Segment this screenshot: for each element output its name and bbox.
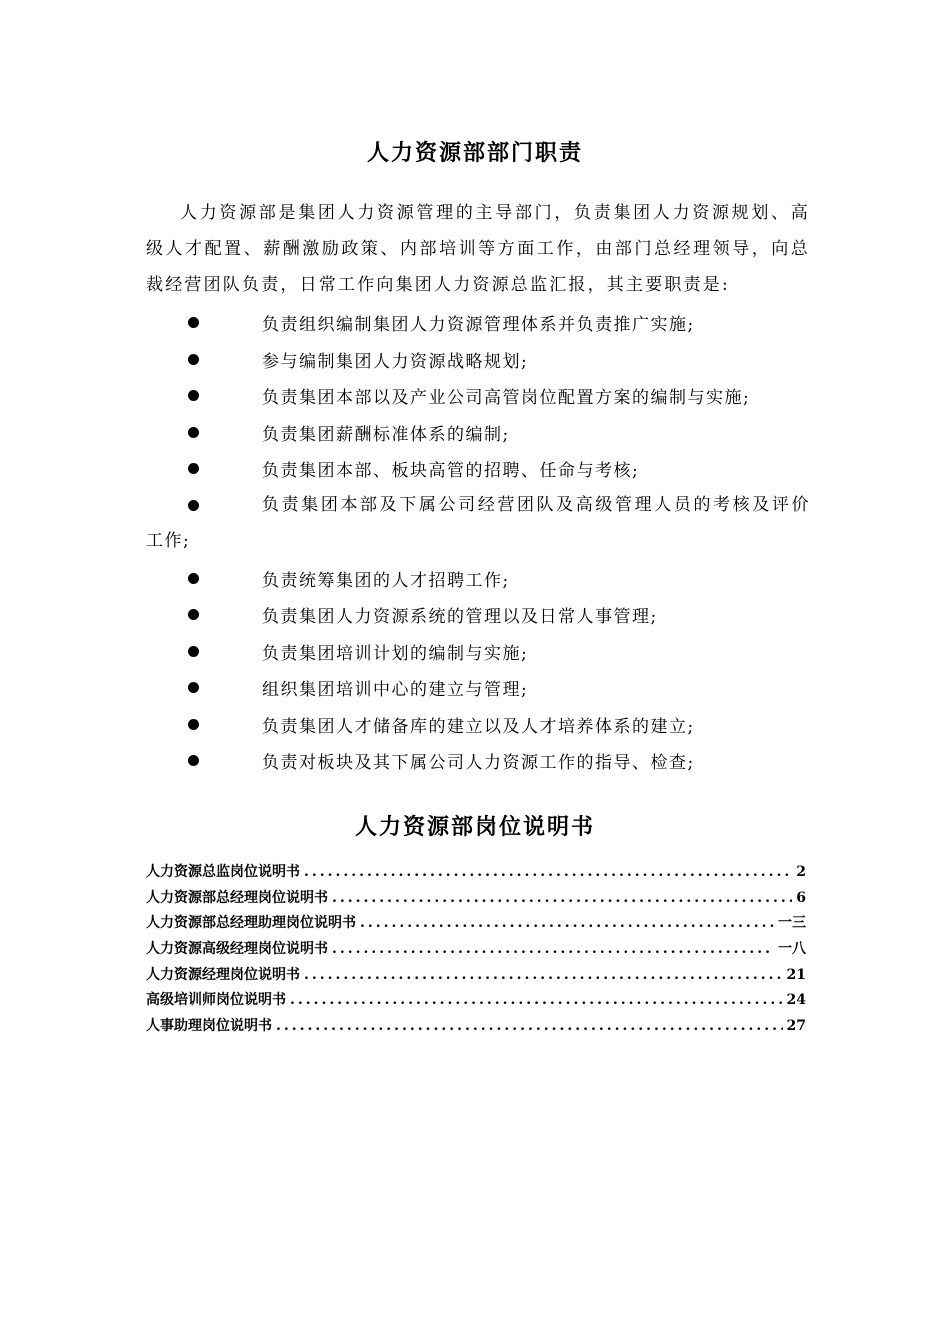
toc-page-number: 27: [786, 1018, 806, 1035]
duty-text: 负责集团人才储备库的建立以及人才培养体系的建立;: [262, 716, 695, 737]
toc-page-number: 2: [796, 864, 806, 880]
bullet-icon: [188, 646, 199, 657]
toc-entry-label: 人力资源经理岗位说明书: [146, 966, 300, 983]
toc-entry-senior-trainer[interactable]: [146, 989, 806, 1015]
toc-entry-gm-assistant[interactable]: [146, 912, 806, 938]
duty-text: 负责集团本部、板块高管的招聘、任命与考核;: [262, 461, 640, 481]
bullet-icon: [188, 390, 199, 401]
list-item: [0, 304, 950, 341]
toc-page-number: 6: [796, 889, 806, 906]
section-title: 人力资源部岗位说明书: [354, 814, 595, 840]
bullet-icon: [188, 609, 199, 620]
list-item: [0, 377, 950, 414]
duty-text: 负责集团本部以及产业公司高管岗位配置方案的编制与实施;: [262, 388, 751, 408]
duty-text: 负责集团本部及下属公司经营团队及高级管理人员的考核及评价: [262, 494, 810, 515]
duty-text: 负责集团薪酬标准体系的编制;: [262, 424, 510, 445]
table-of-contents: [146, 861, 806, 1041]
list-item: [0, 742, 950, 779]
toc-dot-leader: [304, 967, 783, 983]
duty-text: 参与编制集团人力资源战略规划;: [262, 351, 529, 372]
duty-text: 负责组织编制集团人力资源管理体系并负责推广实施;: [262, 315, 695, 335]
list-item: [0, 669, 950, 706]
bullet-icon: [188, 682, 199, 693]
toc-page-number: 一八: [778, 941, 806, 958]
duty-text: 负责集团人力资源系统的管理以及日常人事管理;: [262, 607, 658, 627]
toc-dot-leader: [276, 1018, 783, 1034]
toc-entry-label: 高级培训师岗位说明书: [146, 992, 286, 1009]
toc-entry-hr-assistant[interactable]: [146, 1015, 806, 1041]
toc-page-number: 一三: [778, 915, 806, 932]
list-item: [0, 414, 950, 451]
toc-dot-leader: [304, 864, 792, 880]
bullet-icon: [188, 719, 199, 730]
toc-entry-label: 人力资源部总经理岗位说明书: [146, 889, 328, 906]
duty-list: [0, 304, 950, 779]
bullet-icon: [188, 317, 199, 328]
bullet-icon: [188, 427, 199, 438]
list-item: [0, 633, 950, 670]
toc-page-number: 21: [786, 966, 806, 983]
list-item: [0, 560, 950, 597]
duty-text: 负责统筹集团的人才招聘工作;: [262, 570, 510, 591]
duty-text: 负责集团培训计划的编制与实施;: [262, 643, 529, 664]
list-item: [0, 450, 950, 487]
bullet-icon: [188, 573, 199, 584]
page-title: 人力资源部部门职责: [366, 140, 583, 166]
list-item: [0, 341, 950, 378]
bullet-icon: [188, 463, 199, 474]
duty-text-continued: 工作;: [146, 531, 191, 551]
bullet-icon: [188, 354, 199, 365]
toc-page-number: 24: [786, 992, 806, 1009]
list-item: [0, 487, 950, 560]
toc-entry-label: 人力资源高级经理岗位说明书: [146, 941, 328, 958]
toc-dot-leader: [332, 890, 792, 906]
duty-text: 负责对板块及其下属公司人力资源工作的指导、检查;: [262, 753, 695, 773]
intro-paragraph: 人力资源部是集团人力资源管理的主导部门，负责集团人力资源规划、高级人才配置、薪酬激励政策、内部培训等方面工作，由部门总经理领导，向总裁经营团队负责，日常工作向集团人力资源总监汇报，其主要职责是:: [146, 203, 810, 295]
toc-entry-manager[interactable]: [146, 964, 806, 990]
toc-entry-general-manager[interactable]: [146, 887, 806, 913]
toc-entry-label: 人力资源总监岗位说明书: [146, 864, 300, 880]
toc-entry-senior-manager[interactable]: [146, 938, 806, 964]
bullet-icon: [188, 500, 199, 511]
list-item: [0, 706, 950, 743]
bullet-icon: [188, 755, 199, 766]
toc-entry-director[interactable]: [146, 861, 806, 887]
toc-entry-label: 人力资源部总经理助理岗位说明书: [146, 915, 356, 932]
toc-dot-leader: [332, 941, 774, 957]
toc-entry-label: 人事助理岗位说明书: [146, 1018, 272, 1035]
toc-dot-leader: [360, 915, 774, 931]
toc-dot-leader: [290, 992, 783, 1008]
duty-text: 组织集团培训中心的建立与管理;: [262, 680, 529, 700]
list-item: [0, 596, 950, 633]
